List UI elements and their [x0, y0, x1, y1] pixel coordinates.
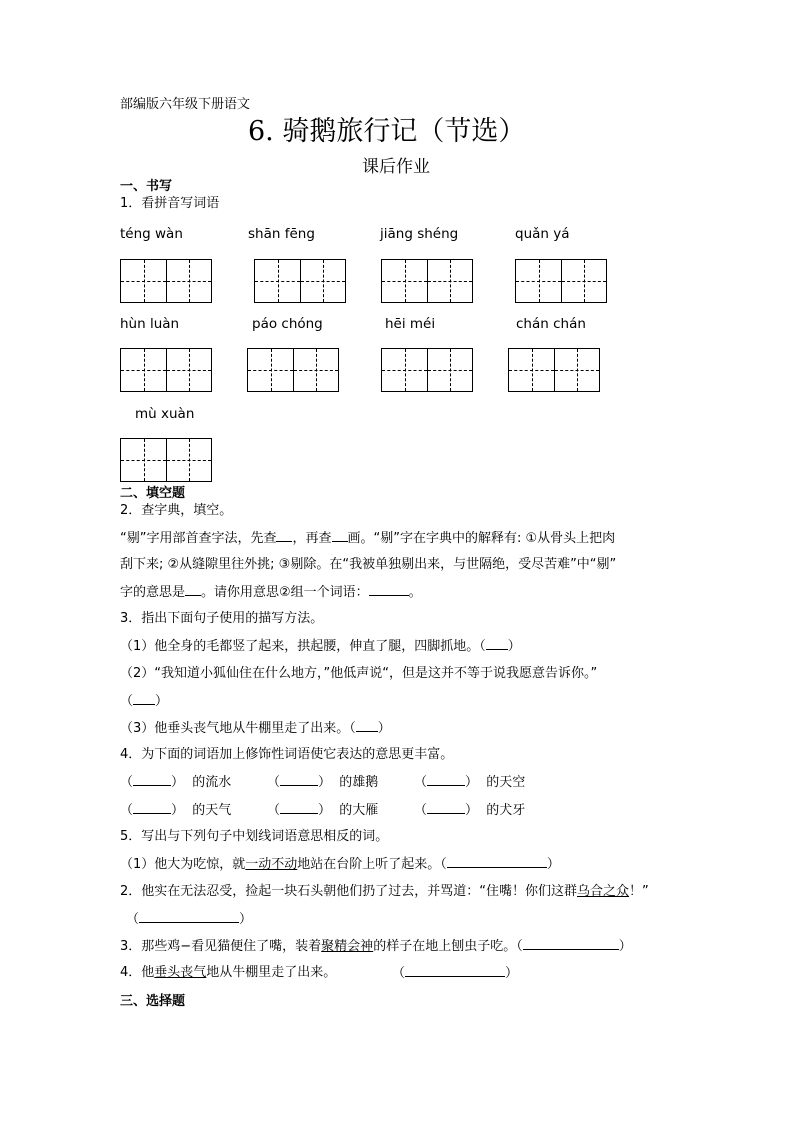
pinyin-4: quǎn yá — [515, 226, 570, 242]
pinyin-6: páo chóng — [252, 316, 323, 332]
underlined-word: 乌合之众 — [577, 884, 630, 899]
underlined-word: 一动不动 — [245, 857, 298, 872]
q5-item-4-answer: （ ） — [392, 966, 519, 981]
blank[interactable] — [427, 801, 465, 814]
blank[interactable] — [447, 855, 547, 868]
pinyin-7: hēi méi — [385, 316, 436, 332]
pinyin-3: jiāng shéng — [380, 226, 459, 242]
writing-grid-8[interactable] — [508, 348, 600, 392]
blank[interactable] — [523, 937, 619, 950]
pinyin-9: mù xuàn — [135, 406, 195, 422]
section-heading-2: 二、填空题 — [120, 486, 186, 501]
q5-item-4: 4．他垂头丧气地从牛棚里走了出来。 — [120, 965, 337, 980]
blank[interactable] — [139, 910, 239, 923]
q4-item-5: （ ） 的大雁 — [267, 803, 379, 818]
writing-grid-9[interactable] — [120, 438, 212, 482]
writing-grid-2[interactable] — [254, 259, 346, 303]
blank[interactable] — [133, 773, 171, 786]
pinyin-2: shān fēng — [248, 226, 315, 242]
blank[interactable] — [133, 801, 171, 814]
question-1: 1．看拼音写词语 — [120, 196, 220, 211]
pinyin-8: chán chán — [516, 316, 586, 332]
underlined-word: 垂头丧气 — [154, 965, 207, 980]
page-title: 6. 骑鹅旅行记（节选） — [248, 116, 526, 147]
q3-item-3: （3）他垂头丧气地从牛棚里走了出来。（ ） — [120, 721, 391, 736]
q3-item-2: （2）“我知道小狐仙住在什么地方，”他低声说“，但是这并不等于说我愿意告诉你。” — [120, 666, 598, 681]
q4-item-1: （ ） 的流水 — [120, 775, 232, 790]
underlined-word: 聚精会神 — [321, 939, 374, 954]
blank[interactable] — [486, 637, 508, 650]
blank[interactable] — [276, 529, 292, 542]
writing-grid-4[interactable] — [515, 259, 607, 303]
writing-grid-6[interactable] — [247, 348, 339, 392]
q4-item-3: （ ） 的天空 — [414, 775, 526, 790]
q5-item-2-answer: （ ） — [126, 912, 253, 927]
q5-item-1: （1）他大为吃惊，就一动不动地站在台阶上听了起来。（ ） — [120, 857, 560, 872]
page-subtitle: 课后作业 — [362, 157, 430, 177]
blank[interactable] — [332, 529, 348, 542]
question-3: 3．指出下面句子使用的描写方法。 — [120, 611, 324, 626]
section-heading-3: 三、选择题 — [120, 994, 186, 1009]
q3-item-2-answer: （ ） — [120, 694, 169, 709]
blank[interactable] — [427, 773, 465, 786]
blank[interactable] — [369, 583, 409, 596]
blank[interactable] — [280, 773, 318, 786]
pinyin-1: téng wàn — [120, 226, 183, 242]
q2-line-1: “剔”字用部首查字法，先查 ，再查 画。“剔”字在字典中的解释有: ①从骨头上把肉 — [120, 531, 616, 546]
blank[interactable] — [185, 583, 201, 596]
pinyin-5: hùn luàn — [120, 316, 180, 332]
q2-line-3: 字的意思是 。请你用意思②组一个词语： 。 — [120, 585, 422, 600]
question-5: 5．写出与下列句子中划线词语意思相反的词。 — [120, 829, 389, 844]
edition-label: 部编版六年级下册语文 — [120, 97, 251, 112]
blank[interactable] — [133, 692, 155, 705]
writing-grid-3[interactable] — [381, 259, 473, 303]
q4-item-6: （ ） 的犬牙 — [414, 803, 526, 818]
question-2: 2．查字典，填空。 — [120, 503, 233, 518]
writing-grid-5[interactable] — [120, 348, 212, 392]
q5-item-3: 3．那些鸡−看见猫便住了嘴，装着聚精会神的样子在地上刨虫子吃。（ ） — [120, 939, 632, 954]
blank[interactable] — [280, 801, 318, 814]
blank[interactable] — [356, 719, 378, 732]
q3-item-1: （1）他全身的毛都竖了起来，拱起腰，伸直了腿，四脚抓地。（ ） — [120, 639, 521, 654]
blank[interactable] — [405, 964, 505, 977]
writing-grid-1[interactable] — [120, 259, 212, 303]
q4-item-2: （ ） 的雄鹅 — [267, 775, 379, 790]
writing-grid-7[interactable] — [381, 348, 473, 392]
q2-line-2: 刮下来; ②从缝隙里往外挑; ③剔除。在“我被单独剔出来，与世隔绝，受尽苦难”中“剔” — [120, 557, 617, 572]
q4-item-4: （ ） 的天气 — [120, 803, 232, 818]
question-4: 4．为下面的词语加上修饰性词语使它表达的意思更丰富。 — [120, 747, 454, 762]
q5-item-2: 2．他实在无法忍受，捡起一块石头朝他们扔了过去，并骂道：“住嘴！你们这群乌合之众！” — [120, 884, 649, 899]
section-heading-1: 一、书写 — [120, 179, 173, 194]
